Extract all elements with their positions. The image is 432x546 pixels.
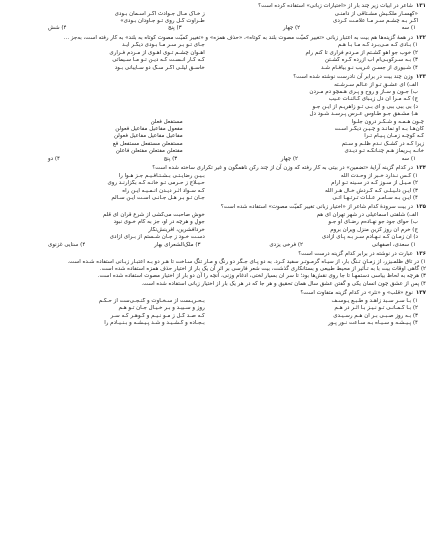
option[interactable]: ۲) چهار [283,25,301,32]
option[interactable]: ۲) فرخی یزدی [269,241,303,248]
question-stem: نوع «قلب» و «نثر» در کدام گزینه متفاوت است؟ [300,290,413,297]
option[interactable]: ۱) بـا سـر سـبد زاهـد و طـبـع یـوسـف [331,297,418,304]
verse-line: طـراوت گـل روی تـو جـاودان بـودی» [120,18,205,24]
verse-line: ج) کـه مـرا آن دل زیـبای کـائنـات عـیب [328,96,418,103]
option[interactable]: مستفعل فعلن [150,118,183,125]
question-number: ۱۳۴ [415,165,426,172]
verse-line: روز و سـبیـد و بـر خـیـال جـان تـو هـم [118,305,205,312]
verse-line: د) بی ببی ببی و ای بـی تـو زاهریـم از ایـن جـو [312,103,418,110]
answer-options [8,119,426,156]
verse-line: جـای تـو بـر سـر مـا بـودی دیگـر آیـد [121,42,205,49]
option[interactable]: ۳) ملک‌الشعرای بهار [154,241,201,248]
option[interactable]: ۳) هرچه به لحاظ بیاسی دستمهـا تا جا روی نقش‌ها بود؛ تا سر ان بسیار لختی، ادغام وزنی، آنچه را آن دو بار از اختیار مصوت استفاده شده است. [97,273,426,280]
verse-line: ۱) بـادی کـه مـی‌بـرد کـه مـا بـا هـم [337,42,418,49]
option[interactable]: ۳) بـه روز صـبـی بـر آن هـم رسـیـدی [333,312,418,319]
verse-line: د) آن زمـان کـه نـهـادم سـر بـه پـای آزادی [321,234,418,241]
question-stem: شاعر در ابیات زیر چند بار از «اختیارات زبانی» استفاده کرده است؟ [258,3,413,9]
option[interactable]: ۴) دو [48,155,60,162]
verse-line: جـان تـو بـر هـل جـانـی اسـت ایـن سـالم [111,194,205,201]
option[interactable]: ۴) شش [48,25,67,32]
verse-line: بـحـریـست از سـخـاوت و گنـجـی‌ست از حـکـم [98,297,205,304]
answer-options [8,242,426,249]
verse-line: کـه صـد گـل ز مـو نـیـم و گـوهـر کـه سـر [110,312,205,319]
verse-line: بـجـاده و کـشـیـد و شـد پـیـشـه و بـنـیـادم را [104,319,205,326]
verse-line: ۱) کـس نـدارد خـبر از وحـدت الله [340,172,418,179]
option[interactable]: ۲) گاهی اوقات بیت با به تـأثیر از محیط طبیعی و بستانکاری گذشت، بیت شعر فارسی بر اثر آن یک بار از اختیار حذف همزه استفاده شده است. [99,265,426,272]
option[interactable]: ۳) پنج [167,25,182,32]
verse-line: دسـت خـود ز جـان شـستم از بـرای آزادی [109,234,205,241]
question-number: ۱۳۷ [415,290,426,297]
verse-line: «کهسـار ملکـیش مشـتاقی از دامنـی [334,10,418,17]
question-133 [8,74,426,163]
verse-line: ۲) خوب جو آهو گشـتم از مـردم فراری تا کنم رام [305,49,418,56]
question-135 [8,204,426,249]
verse-line: ۲) مـیـل از سـوز کـه در سـینه تـو آرام [331,180,418,187]
answer-options [8,156,426,163]
verse-line: کان‌هـا بـه او نمانـد و چـیـن دیگـر اسـت [334,126,424,133]
verse-line: الف) ای عشـق تـو از عـالم سـرشـته [334,81,418,88]
option[interactable]: ۳) پنج [163,155,178,162]
option[interactable]: مفاعیل مفاعیل مفاعیل فعولن [113,133,183,140]
verse-line: اگـر بـه چشـم سـر مـا علامـت کـردی [333,18,418,24]
question-stem: در کدام گزینه آرایهٔ «تضمین» در بیتی به کار رفته که وزن آن از چند رکن ناهمگون و غیر تکراری ساخته شده است؟ [152,165,413,172]
question-134 [8,165,426,202]
question-number: ۱۳۵ [415,204,426,211]
verse-line: چـون هـمـه و شـکـر درون جلـوا [351,118,424,125]
option[interactable]: ۱) سه [401,25,416,32]
verse-line: حـیـلاج ز حـرمی تـو خانـه کـه بگزارنـد روی [107,180,205,187]
verse-line: الف) شلفتی اسماعیلی در شهر تهران ای هم [316,211,418,218]
verse-line: هـ) مشـفق جـو طـاوس عـرس پـرسـد شـود دل [309,111,418,118]
verse-line: خوش صاحبت می‌کشی از شرع قرآن ای قلم [102,211,205,218]
verse-line: ز خـاک مـال جـوادث اگـر اسـمان بـودی [114,10,205,17]
option[interactable]: مستفعلن مستفعل مستفعل فع [112,140,183,147]
option[interactable]: ۲) بـا کـمـانـی تـو نـیـز بـا اثـر در هـم [334,305,418,312]
verse-line: ب) حوای جود جو نهـاده‌م رضـای او جـو [328,219,418,226]
option[interactable]: ۱) سعدی، اصفهانی [371,241,416,248]
question-number: ۱۳۳ [415,74,426,81]
option[interactable]: ۴) پس از عشق چون انسان یکی و گفتن عشق سال همان تحقیق و هر جا که در هر یک بار از اختیار زبانی استفاده شده است. [141,280,426,287]
option[interactable]: مفتعلن مفتعلن مفتعلن فاعلن [115,148,183,155]
option[interactable]: ۱) سه [401,155,416,162]
option[interactable]: ۴) سنایی غزنوی [48,241,86,248]
answer-options [8,25,426,32]
verse-line: کـه کـار آنـسـت کـه دیـن تـو مـا سـیماتی [112,57,205,64]
question-stem: عبارت در نوشته در برابر کدام گزینه درست است؟ [298,250,413,257]
question-137 [8,290,426,327]
verse-line: ۴) ایـن بـه سـامـر عـلـات تـرتـهـا اتـی [332,194,418,201]
verse-line: ج) خرم آن روز کزین منزل ویران بروم [330,226,418,233]
verse-line: ۳) بـه سـرکوبـی‌ام آب ازرده گـره گشـتن [324,57,418,64]
question-136 [8,251,426,288]
question-132 [8,35,426,72]
verse-line: زیرا کـه در کشـک نـدم ظلـم و سـتم [341,140,424,147]
question-131 [8,3,426,33]
verse-line: کـه سـواد اثـر دیـدن آنـمـیـه ایـن راه [122,187,205,194]
question-stem: در بیت سرودهٔ کدام شاعر از «اختیار زبانی تغییر کمیّت مصوت» استفاده شده است؟ [220,204,413,211]
verse-line: بـیـن رضایـتـی بـشـتـافـیـم جـز هـوا را [118,172,205,179]
question-number: ۱۳۲ [415,34,426,41]
verse-line: خاسـق لیلـی اگـر سـگ دو سـایبانی بـود [114,64,205,71]
verse-line: جولِ و هرچه در او، جز به کام خـوی نبود [113,219,205,226]
option[interactable]: مفعول مفاعیل مفاعیل فعولن [115,126,183,133]
question-number: ۱۳۱ [415,3,426,9]
verse-line: ۳) ایـن دلـیـلـی کـه گـردش خـال هـر الله [324,187,418,194]
verse-line: خانـه پـریماز هـم چنـانکـه تـو دیـدی [344,148,424,155]
question-stem: در همهٔ گزینه‌ها هم بیت به اعتبار زبانی «تغییر کمیّت مصوت بلند به کوتاه»، «حذف همزه» و «تغییر کمیّت مصوت کوتاه به بلند» به کار رفته است، به‌جز ... [63,34,413,41]
verse-line: ۴) شـیوری از جسـن غـریب نـو بیافـام شـد [320,64,418,71]
option[interactable]: ۴) پـیـشـه و سـیـاه بـه سـاعت نـور پـور [328,319,418,326]
option[interactable]: ۱) در تاق ظلمـیزر، از زمـان تـنگ بار، از سیـاه گرمـوتـر سفید کـرد. به دو پـای جـگر دو رنگ و مـار تنگ سـاخت تا هـر دو بـه اعتبـار زبـانی استفاده شـده است. [67,258,426,265]
option[interactable]: ۲) چهار [280,155,298,162]
verse-line: ب) جـون و سـاز و روح و پـری هـمچو دم مـردن [309,89,418,96]
question-stem: وزن چند بیت در برابر آن نادرست نوشته شده است؟ [293,74,413,81]
verse-line: آهـوان چشـم تـوی آهـوی از مـردم فـراری [109,49,205,56]
verse-line: خردافشرین، آفرینش‌نگار [148,226,205,233]
verse-line: کـه کوچـه زمـان پـیـام تـرا [364,133,424,140]
question-number: ۱۳۶ [415,250,426,257]
